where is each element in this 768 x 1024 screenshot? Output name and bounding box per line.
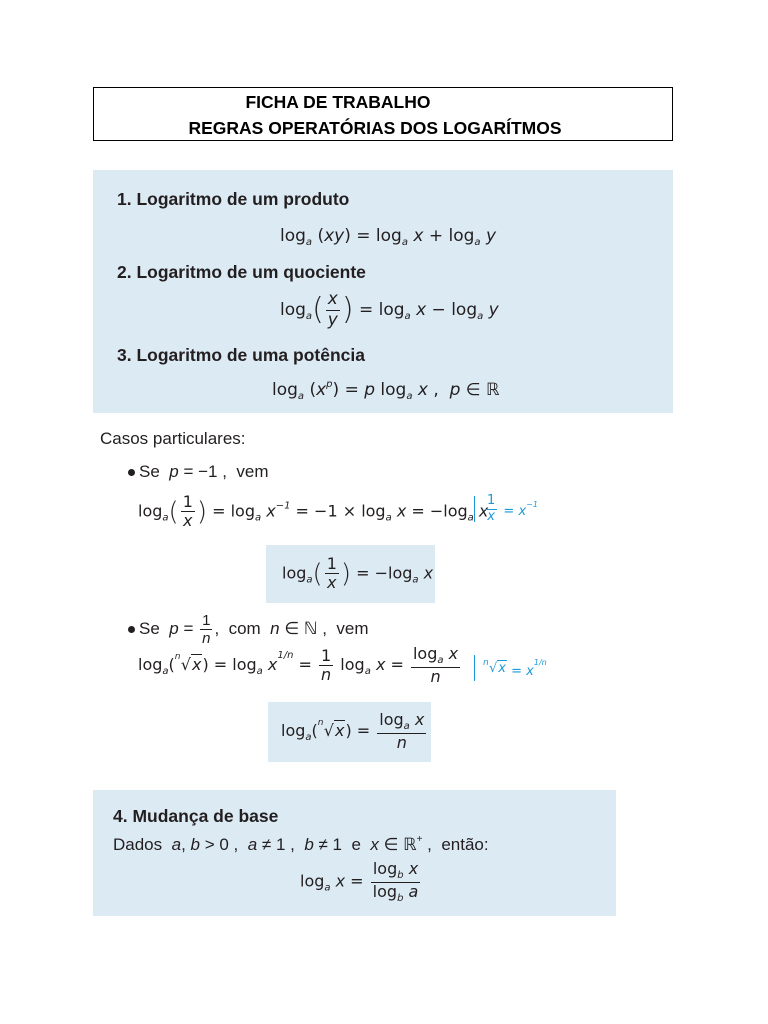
particular-cases-heading: Casos particulares:: [100, 429, 246, 448]
case-2-formula: $\log_a$( n $√x) = \log_a x^{1/n}$ = $\frac{1}{n}$ $\log_a x$ = $\frac{\log_a x}{n}$: [138, 644, 459, 686]
worksheet-title: FICHA DE TRABALHO: [245, 92, 431, 112]
rule-2-formula: $\log_a$( $\frac{x}{y}$ ) = $\log_a x - \log_a y$: [280, 289, 499, 330]
rule-3-formula: $\log_a (x^p) = p$ $\log_a x$ , p ∈ ℝ: [272, 379, 500, 402]
base-change-formula: $\log_a x$ = $\frac{\log_b x}{\log_b a}$: [300, 859, 419, 904]
base-change-conditions: Dados a, b > 0 , a ≠ 1 , b ≠ 1 e x ∈ ℝ+ , então:: [113, 834, 489, 854]
case-1-formula: $\log_a$( $\frac{1}{x}$ ) = $\log_a x^{-1} = -1 \times \log_a x = -\log_a$ x: [138, 492, 489, 531]
case-2-intro: Se p = $\frac{1}{n}$ , com n ∈ ℕ , vem: [128, 612, 369, 648]
case-2-note: n √x = $x^{1/n}$: [474, 655, 547, 681]
bullet-icon: [128, 469, 135, 476]
worksheet-subtitle: REGRAS OPERATÓRIAS DOS LOGARÍTMOS: [188, 118, 562, 138]
rule-3-heading: 3. Logaritmo de uma potência: [117, 345, 365, 365]
case-2-result: $\log_a$( n √x) = $\frac{\log_a x}{n}$: [281, 710, 425, 752]
rule-1-formula: $\log_a (xy) = \log_a x + \log_a y$: [280, 226, 497, 248]
rule-4-heading: 4. Mudança de base: [113, 806, 279, 826]
rule-1-heading: 1. Logaritmo de um produto: [117, 189, 350, 209]
case-1-intro: Se p = −1 , vem: [128, 462, 268, 482]
title-box: [93, 87, 673, 141]
bullet-icon: [128, 626, 135, 633]
case-1-note: $\frac{1}{x}$ = $x^{-1}$: [474, 494, 538, 525]
case-1-result: $\log_a$( $\frac{1}{x}$ ) = $-\log_a$ x: [282, 554, 434, 593]
rule-2-heading: 2. Logaritmo de um quociente: [117, 262, 366, 282]
